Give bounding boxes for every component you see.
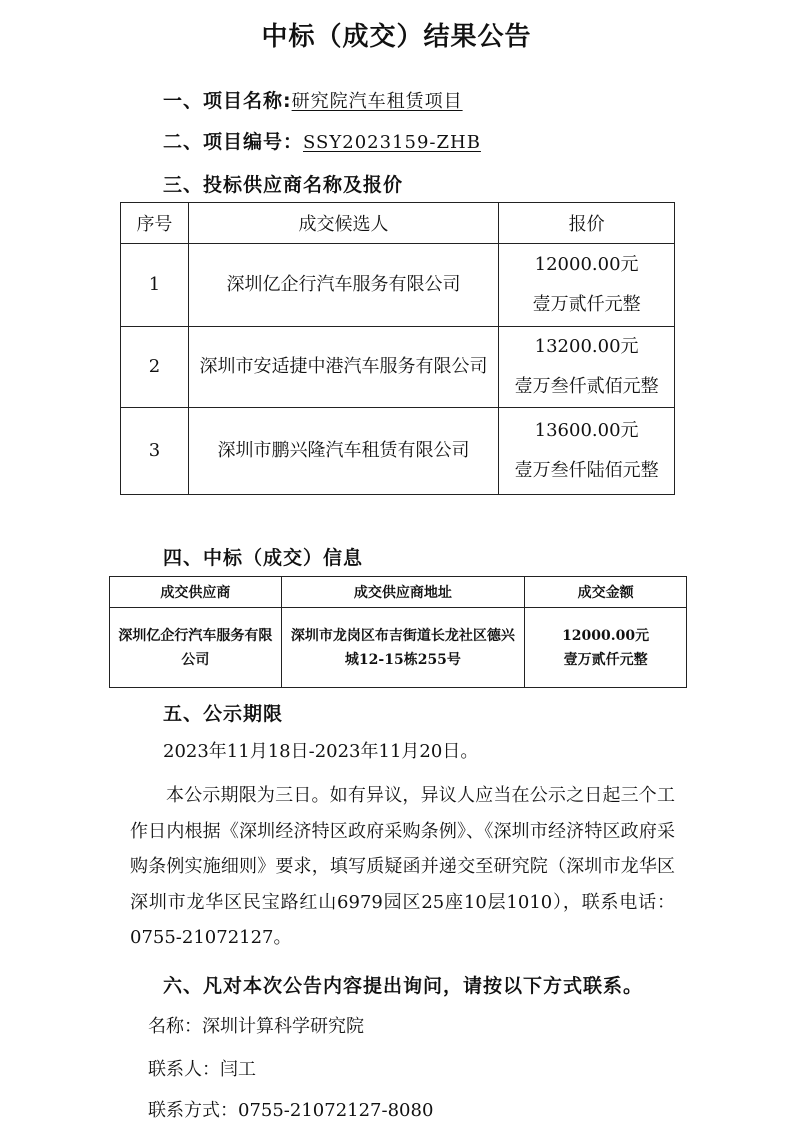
contact-person: 联系人：闫工 <box>148 1059 256 1080</box>
award-table-header <box>110 577 687 608</box>
page-title: 中标（成交）结果公告 <box>261 22 532 52</box>
row-no: 2 <box>121 327 189 408</box>
price-chinese: 壹万贰仟元整 <box>532 294 641 315</box>
header-no: 序号 <box>121 203 189 244</box>
bid-table <box>120 202 675 495</box>
row-price <box>499 244 675 327</box>
project-name-line <box>163 86 463 113</box>
bid-table-header <box>121 203 675 244</box>
table-row <box>121 244 675 327</box>
row-no: 3 <box>121 408 189 495</box>
amount-chinese: 壹万贰仟元整 <box>563 651 648 668</box>
award-address: 深圳市龙岗区布吉街道长龙社区德兴城12-15栋255号 <box>281 608 525 688</box>
price-number: 13600.00元 <box>534 420 639 441</box>
section-bidders-heading: 三、投标供应商名称及报价 <box>163 174 404 196</box>
section-period-heading: 五、公示期限 <box>163 703 284 725</box>
table-row <box>110 608 687 688</box>
project-number-line <box>163 127 481 154</box>
project-name-label: 一、项目名称: <box>163 90 292 112</box>
award-amount <box>525 608 687 688</box>
header-address: 成交供应商地址 <box>281 577 525 608</box>
amount-number: 12000.00元 <box>562 627 650 644</box>
award-supplier: 深圳亿企行汽车服务有限公司 <box>110 608 282 688</box>
contact-phone: 联系方式：0755-21072127-8080 <box>148 1100 434 1121</box>
award-table <box>109 576 687 688</box>
project-number-label: 二、项目编号： <box>163 131 304 153</box>
project-number-value: SSY2023159-ZHB <box>303 132 481 153</box>
row-name: 深圳亿企行汽车服务有限公司 <box>188 244 498 327</box>
header-price: 报价 <box>499 203 675 244</box>
period-dates: 2023年11月18日-2023年11月20日。 <box>163 741 479 762</box>
price-chinese: 壹万叁仟贰佰元整 <box>514 376 659 397</box>
header-amount: 成交金额 <box>525 577 687 608</box>
project-name-value: 研究院汽车租赁项目 <box>291 91 463 112</box>
price-number: 13200.00元 <box>534 336 639 357</box>
row-price <box>499 327 675 408</box>
section-award-heading: 四、中标（成交）信息 <box>163 547 364 569</box>
row-price <box>499 408 675 495</box>
header-candidate: 成交候选人 <box>188 203 498 244</box>
row-name: 深圳市鹏兴隆汽车租赁有限公司 <box>188 408 498 495</box>
price-number: 12000.00元 <box>534 254 639 275</box>
header-supplier: 成交供应商 <box>110 577 282 608</box>
section-contact-heading: 六、凡对本次公告内容提出询问，请按以下方式联系。 <box>163 975 644 997</box>
contact-name: 名称：深圳计算科学研究院 <box>148 1016 364 1037</box>
row-name: 深圳市安适捷中港汽车服务有限公司 <box>188 327 498 408</box>
table-row <box>121 327 675 408</box>
table-row <box>121 408 675 495</box>
price-chinese: 壹万叁仟陆佰元整 <box>514 460 659 481</box>
row-no: 1 <box>121 244 189 327</box>
period-notice: 本公示期限为三日。如有异议，异议人应当在公示之日起三个工作日内根据《深圳经济特区政府采购条例》、《深圳市经济特区政府采购条例实施细则》要求，填写质疑函并递交至研究院（深圳市龙华区深圳市龙华区民宝路红山6979园区25座10层1010），联系电话：0755-21072127。 <box>130 785 675 948</box>
